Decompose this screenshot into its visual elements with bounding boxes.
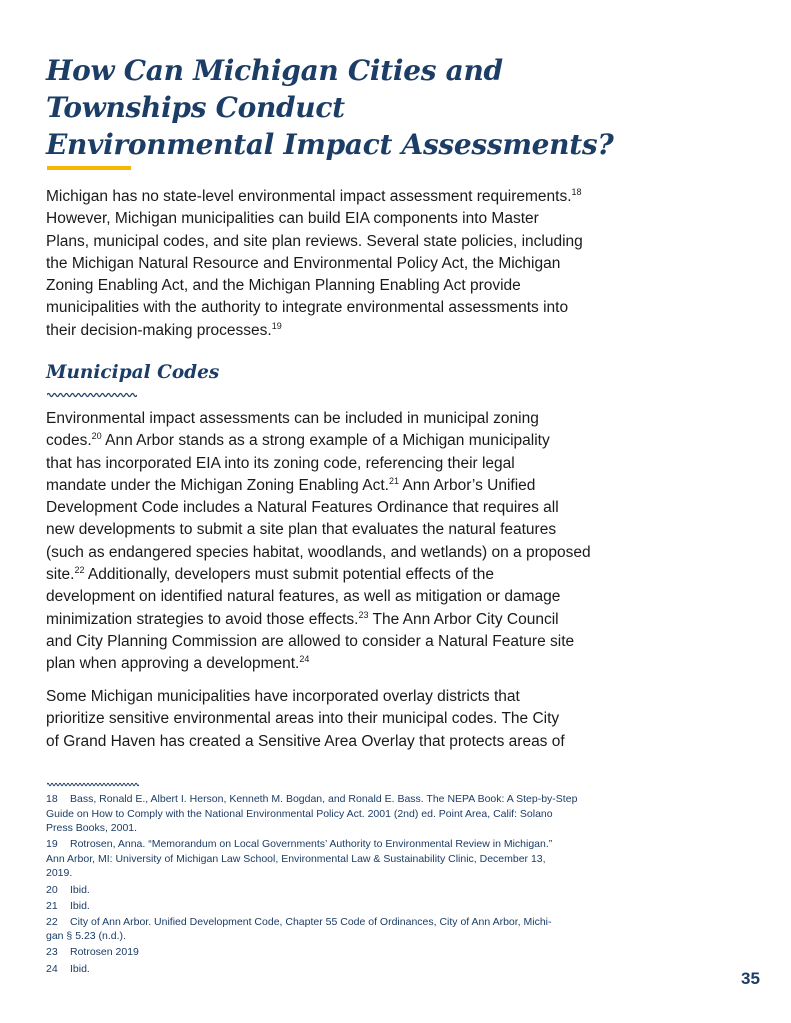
body-line: and City Planning Commission are allowed to consider a Natural Feature site bbox=[46, 632, 575, 650]
body-line: codes.$^{20}$ Ann Arbor stands as a strong example of a Michigan municipality bbox=[46, 431, 550, 450]
intro-line: Zoning Enabling Act, and the Michigan Planning Enabling Act provide bbox=[46, 277, 521, 295]
page-title-line-1: How Can Michigan Cities and bbox=[46, 54, 503, 87]
footnote-21: 21 Ibid. bbox=[46, 899, 90, 912]
footnote-ref-23: 23 bbox=[358, 609, 369, 620]
footnote-ref-24: 24 bbox=[299, 654, 310, 665]
body-line: of Grand Haven has created a Sensitive Area Overlay that protects areas of bbox=[46, 732, 565, 750]
intro-line: municipalities with the authority to integrate environmental assessments into bbox=[46, 299, 569, 317]
intro-line: However, Michigan municipalities can build EIA components into Master bbox=[46, 210, 539, 228]
footnote-24: 24 Ibid. bbox=[46, 962, 90, 975]
municipal-codes-paragraph bbox=[46, 408, 646, 676]
footnote-19: 19 Rotrosen, Anna. “Memorandum on Local Governments’ Authority to Environmental Review in Michigan.” Ann Arbor, MI: University of Michigan Law School, Environmental Law & Sustainability Clinic, December 13, 2019. bbox=[46, 838, 553, 880]
body-line: (such as endangered species habitat, woodlands, and wetlands) on a proposed bbox=[46, 543, 591, 561]
intro-paragraph bbox=[46, 186, 646, 342]
body-line: that has incorporated EIA into its zoning code, referencing their legal bbox=[46, 454, 515, 472]
footnote-ref-20: 20 bbox=[91, 431, 102, 442]
title-underline bbox=[47, 166, 131, 170]
footnote-ref-18: 18 bbox=[571, 186, 582, 197]
footnote-20: 20 Ibid. bbox=[46, 883, 90, 896]
intro-line: Plans, municipal codes, and site plan reviews. Several state policies, including bbox=[46, 232, 583, 250]
page-title-line-3: Environmental Impact Assessments? bbox=[46, 128, 614, 161]
body-line: Development Code includes a Natural Features Ordinance that requires all bbox=[46, 499, 559, 517]
body-line: Some Michigan municipalities have incorporated overlay districts that bbox=[46, 688, 520, 705]
body-line: minimization strategies to avoid those effects.$^{23}$ The Ann Arbor City Council bbox=[46, 609, 559, 628]
body-line: plan when approving a development.$^{24}$ bbox=[46, 654, 310, 673]
body-line: new developments to submit a site plan that evaluates the natural features bbox=[46, 521, 557, 539]
footnote-22: 22 City of Ann Arbor. Unified Development Code, Chapter 55 Code of Ordinances, City of Ann Arbor, Michi- gan § 5.23 (n.d.). bbox=[46, 915, 552, 943]
intro-line: Michigan has no state-level environmental impact assessment requirements.$^{18}$ bbox=[46, 186, 582, 205]
overlay-districts-paragraph bbox=[46, 686, 646, 753]
body-line: development on identified natural features, as well as mitigation or damage bbox=[46, 588, 561, 606]
body-line: Environmental impact assessments can be included in municipal zoning bbox=[46, 410, 539, 427]
body-line: mandate under the Michigan Zoning Enabling Act.$^{21}$ Ann Arbor’s Unified bbox=[46, 475, 536, 494]
footnote-23: 23 Rotrosen 2019 bbox=[46, 946, 139, 959]
footnotes bbox=[46, 792, 646, 978]
footnote-ref-19: 19 bbox=[271, 320, 282, 331]
body-line: prioritize sensitive environmental areas into their municipal codes. The City bbox=[46, 710, 560, 728]
page-number: 35 bbox=[741, 969, 760, 988]
intro-line: their decision-making processes.$^{19}$ bbox=[46, 320, 282, 339]
page-title bbox=[46, 52, 646, 163]
footnote-ref-21: 21 bbox=[388, 475, 399, 486]
section-heading: Municipal Codes bbox=[46, 362, 220, 383]
page-title-line-2: Townships Conduct bbox=[46, 91, 345, 124]
intro-line: the Michigan Natural Resource and Environmental Policy Act, the Michigan bbox=[46, 254, 561, 272]
footnote-divider bbox=[47, 782, 139, 787]
footnote-18: 18 Bass, Ronald E., Albert I. Herson, Kenneth M. Bogdan, and Ronald E. Bass. The NEPA Book: A Step-by-Step Guide on How to Comply with the National Environmental Policy Act. 2001 (2nd) ed. Point Area, Calif: Solano Press Books, 2001. bbox=[46, 793, 578, 835]
section-heading-divider bbox=[47, 392, 137, 398]
body-line: site.$^{22}$ Additionally, developers must submit potential effects of the bbox=[46, 564, 494, 584]
footnote-ref-22: 22 bbox=[74, 564, 85, 575]
